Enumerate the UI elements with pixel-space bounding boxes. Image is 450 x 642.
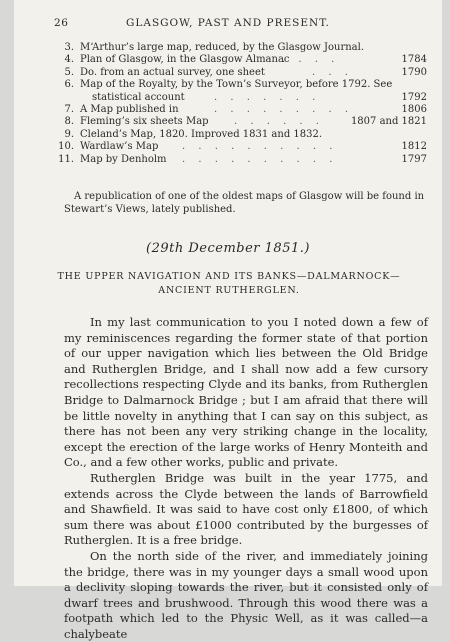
list-item: 8. Fleming’s six sheets Map . . . . . . 1807 and 1821 bbox=[64, 116, 427, 128]
list-item: 3. M‘Arthur’s large map, reduced, by the Glasgow Journal. bbox=[64, 42, 365, 53]
paragraph: Rutherglen Bridge was built in the year 1775, and extends across the Clyde between the lands of Barrowfield and Shawfield. It was said to have cost only £1800, of which sum there was about £1000 contributed by the burgesses of Rutherglen. It is a free bridge. bbox=[64, 470, 428, 548]
book-page bbox=[14, 0, 442, 641]
footnote-republication: A republication of one of the oldest maps of Glasgow will be found in Stewart’s Views, lately published. bbox=[64, 191, 425, 215]
list-item: 5. Do. from an actual survey, one sheet . . . 1790 bbox=[64, 66, 427, 78]
list-item: 6. Map of the Royalty, by the Town’s Surveyor, before 1792. See statistical account . . . . . . . 1792 bbox=[64, 79, 427, 103]
list-item: 11. Map by Denholm . . . . . . . . . . 1797 bbox=[58, 153, 427, 165]
section-heading: THE UPPER NAVIGATION AND ITS BANKS—DALMARNOCK— ANCIENT RUTHERGLEN. bbox=[57, 271, 401, 296]
list-item: 4. Plan of Glasgow, in the Glasgow Almanac . . . . 1784 bbox=[64, 54, 427, 66]
list-item: 7. A Map published in . . . . . . . . . 1806 bbox=[64, 103, 427, 115]
running-title: GLASGOW, PAST AND PRESENT. bbox=[126, 17, 330, 29]
page-number: 26 bbox=[54, 17, 69, 29]
list-item: 10. Wardlaw’s Map . . . . . . . . . . 1812 bbox=[58, 141, 427, 153]
body-text bbox=[64, 315, 428, 642]
list-item: 9. Cleland’s Map, 1820. Improved 1831 and 1832. bbox=[64, 128, 323, 140]
section-date: (29th December 1851.) bbox=[146, 241, 310, 256]
map-list bbox=[54, 42, 439, 166]
paragraph: On the north side of the river, and immediately joining the bridge, there was in my younger days a small wood upon a declivity sloping towards the river, but it consisted only of dwarf trees and brushwood. Through this wood there was a footpath which led to the Physic Well, as it was called—a chalybeate bbox=[64, 548, 428, 641]
paragraph: In my last communication to you I noted down a few of my reminiscences regarding the former state of that portion of our upper navigation which lies between the Old Bridge and Rutherglen Bridge, and I shall now add a few cursory recollections respecting Clyde and its banks, from Rutherglen Bridge to Dalmarnock Bridge ; but I am afraid that there will be little novelty in anything that I can say on this subject, as there has not been any very striking change in the locality, except the erection of the large works of Henry Monteith and Co., and a few other works, public and private. bbox=[64, 315, 428, 470]
